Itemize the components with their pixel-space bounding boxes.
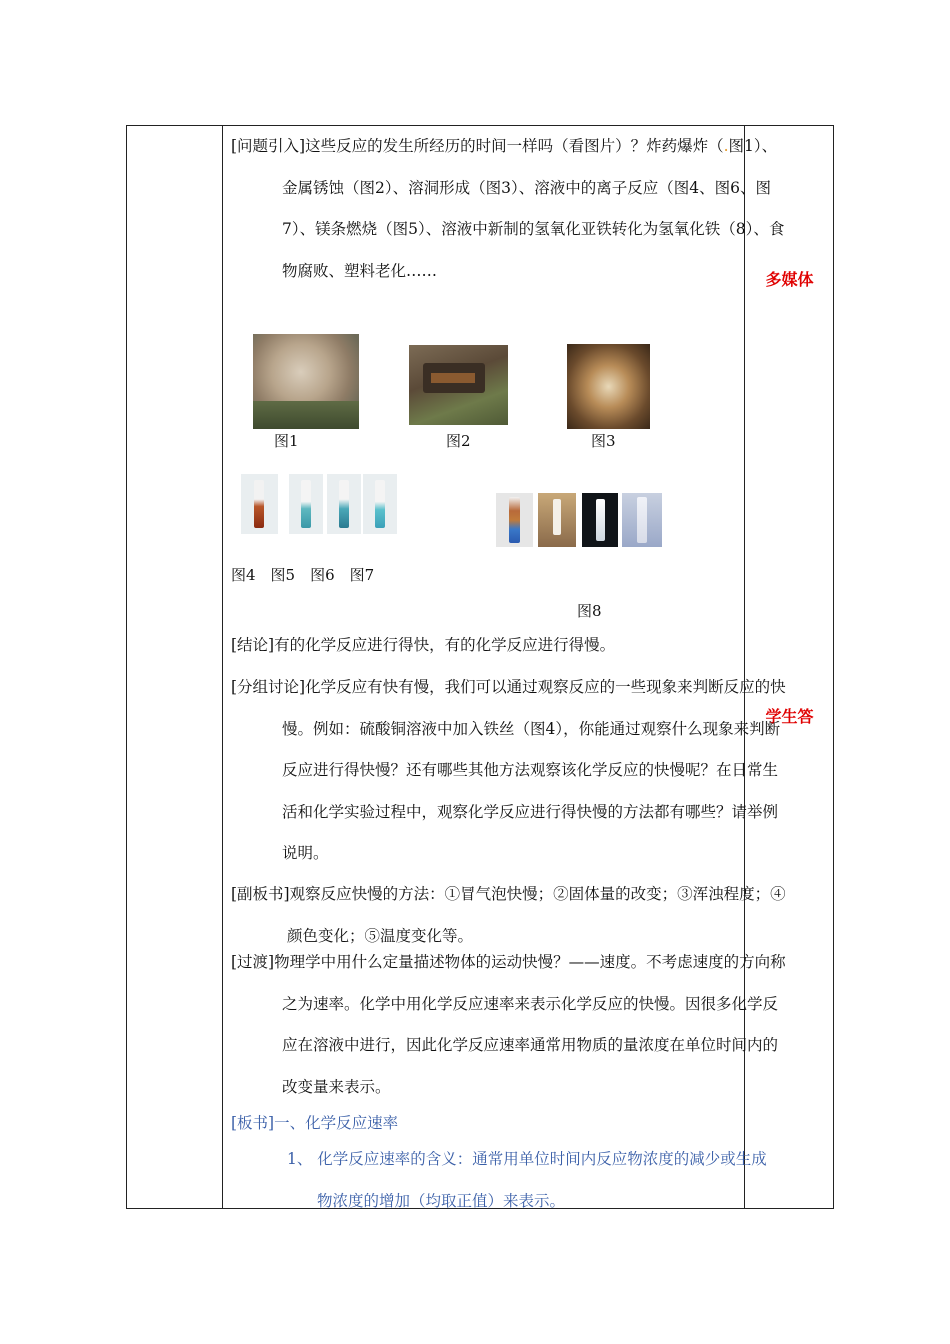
cave-photo	[567, 344, 650, 429]
side-label-multimedia: 多媒体	[765, 270, 814, 289]
caption-fig8: 图8	[577, 602, 602, 620]
sub-board: [副板书]观察反应快慢的方法：①冒气泡快慢；②固体量的改变；③浑浊程度；④颜色变化；⑤温度变化等。	[231, 885, 786, 945]
lesson-table	[126, 125, 834, 1209]
board-item-1: 1、 化学反应速率的含义：通常用单位时间内反应物浓度的减少或生成物浓度的增加（均取正值）来表示。	[287, 1150, 767, 1210]
group-discussion: [分组讨论]化学反应有快有慢，我们可以通过观察反应的一些现象来判断反应的快慢。例如：硫酸铜溶液中加入铁丝（图4），你能通过观察什么现象来判断反应进行得快慢？还有哪些其他方法观察该化学反应的快慢呢？在日常生活和化学实验过程中，观察化学反应进行得快慢的方法都有哪些？请举例说明。	[231, 678, 786, 862]
transition: [过渡]物理学中用什么定量描述物体的运动快慢？——速度。不考虑速度的方向称之为速率。化学中用化学反应速率来表示化学反应的快慢。因很多化学反应在溶液中进行，因此化学反应速率通常用物质的量浓度在单位时间内的改变量来表示。	[231, 953, 786, 1096]
rust-photo	[409, 345, 508, 425]
caption-fig1: 图1	[274, 432, 299, 450]
caption-fig4-7: 图4 图5 图6 图7	[231, 566, 375, 584]
caption-fig2: 图2	[446, 432, 471, 450]
test-tube-photo-6	[327, 474, 361, 534]
conclusion: [结论]有的化学反应进行得快，有的化学反应进行得慢。	[231, 636, 616, 654]
hydroxide-photo-4	[622, 493, 662, 547]
column-divider-left	[222, 126, 223, 1208]
hydroxide-photo-2	[538, 493, 576, 547]
caption-fig3: 图3	[591, 432, 616, 450]
teaching-content	[231, 126, 786, 1210]
intro-mark: .	[723, 137, 729, 155]
explosion-photo	[253, 334, 359, 429]
test-tube-photo-4	[241, 474, 278, 534]
hydroxide-photo-3	[582, 493, 618, 547]
test-tube-photo-5	[289, 474, 323, 534]
test-tube-photo-7	[363, 474, 397, 534]
board-heading: [板书]一、化学反应速率	[231, 1114, 399, 1132]
side-label-student-answer: 学生答	[765, 707, 814, 726]
hydroxide-photo-1	[496, 493, 533, 547]
question-intro: [问题引入]这些反应的发生所经历的时间一样吗（看图片）？炸药爆炸（.图1）、金属锈蚀（图2）、溶洞形成（图3）、溶液中的离子反应（图4、图6、图7）、镁条燃烧（图5）、溶液中新制的氢氧化亚铁转化为氢氧化铁（8）、食物腐败、塑料老化……	[231, 137, 785, 280]
